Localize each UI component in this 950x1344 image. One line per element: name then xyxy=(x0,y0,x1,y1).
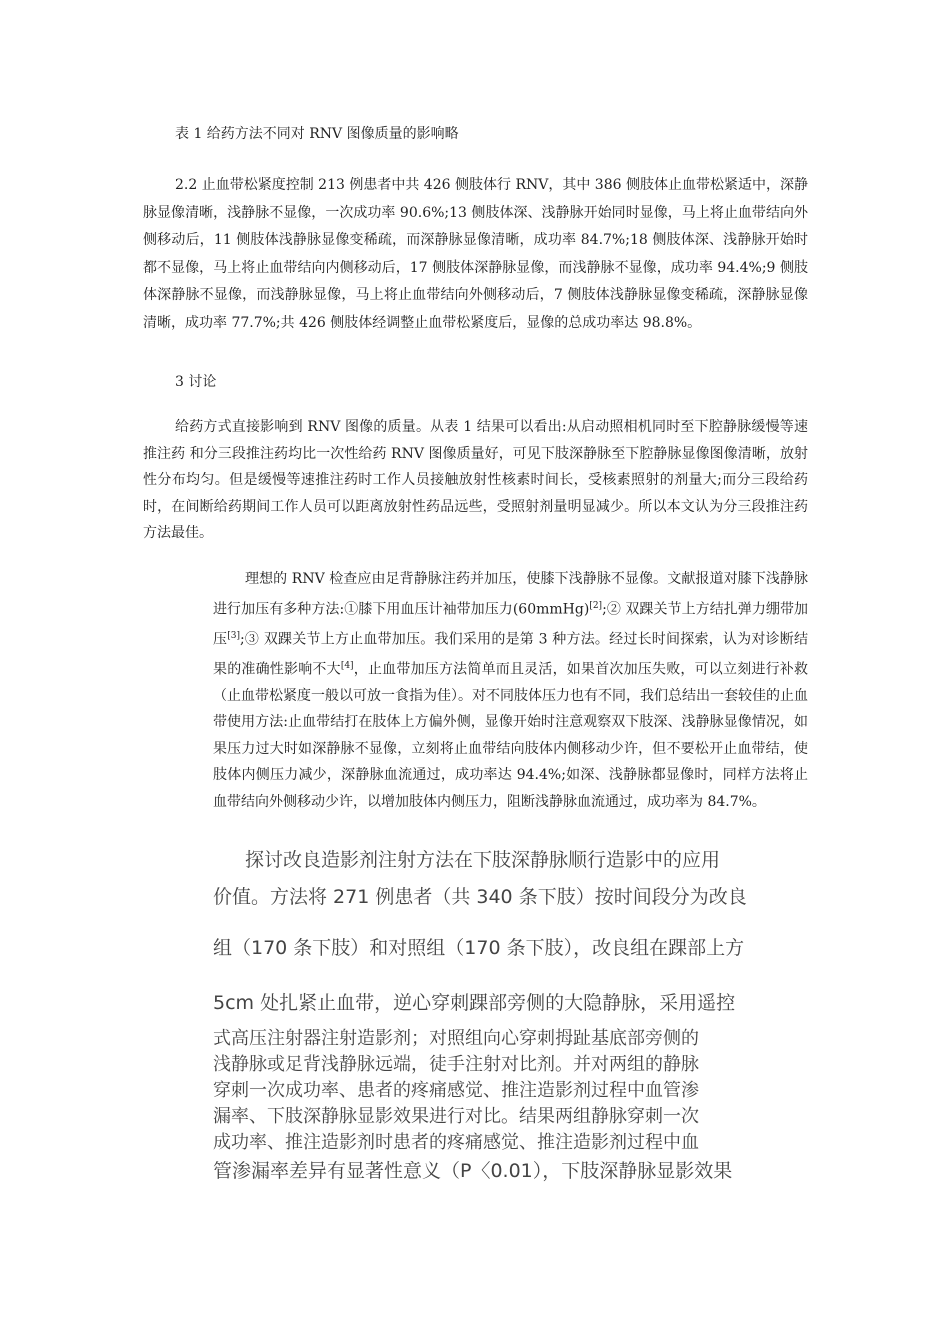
abstract-line: 穿刺一次成功率、患者的疼痛感觉、推注造影剂过程中血管渗 xyxy=(213,1080,699,1101)
abstract-line: 组（170 条下肢）和对照组（170 条下肢），改良组在踝部上方 xyxy=(213,937,745,959)
citation-ref: [3] xyxy=(227,630,240,641)
citation-ref: [4] xyxy=(340,660,354,671)
section-3-heading: 3 讨论 xyxy=(175,374,217,390)
abstract-line: 成功率、推注造影剂时患者的疼痛感觉、推注造影剂过程中血 xyxy=(213,1132,699,1153)
citation-ref: [2] xyxy=(589,600,603,611)
table-caption: 表 1 给药方法不同对 RNV 图像质量的影响略 xyxy=(175,126,459,142)
abstract-line: 探讨改良造影剂注射方法在下肢深静脉顺行造影中的应用 xyxy=(245,849,721,871)
rnv-method-paragraph xyxy=(213,566,808,815)
section-2-2-paragraph: 2.2 止血带松紧度控制 213 例患者中共 426 侧肢体行 RNV，其中 386 侧肢体止血带松紧适中，深静脉显像清晰，浅静脉不显像，一次成功率 90.6%;13 侧肢体深、浅静脉开始同时显像，马上将止血带结向外侧移动后，11 侧肢体浅静脉显像变稀疏，而深静脉显像清晰，成功率 84.7%;18 侧肢体深、浅静脉开始时都不显像，马上将止血带结向内侧移动后，17 侧肢体深静脉显像，而浅静脉不显像，成功率 94.4%;9 侧肢体深静脉不显像，而浅静脉显像，马上将止血带结向外侧移动后，7 侧肢体浅静脉显像变稀疏，深静脉显像清晰，成功率 77.7%;共 426 侧肢体经调整止血带松紧度后，显像的总成功率达 98.8%。 xyxy=(143,177,808,331)
abstract-line: 式高压注射器注射造影剂；对照组向心穿刺拇趾基底部旁侧的 xyxy=(213,1028,699,1049)
discussion-paragraph: 给药方式直接影响到 RNV 图像的质量。从表 1 结果可以看出:从启动照相机同时至下腔静脉缓慢等速推注药 和分三段推注药均比一次性给药 RNV 图像质量好，可见下肢深静脉至下腔静脉显像图像清晰，放射性分布均匀。但是缓慢等速推注药时工作人员接触放射性核素时间长，受核素照射的剂量大;而分三段给药时，在间断给药期间工作人员可以距离放射性药品远些，受照射剂量明显减少。所以本文认为分三段推注药方法最佳。 xyxy=(143,419,808,541)
abstract-line: 浅静脉或足背浅静脉远端，徒手注射对比剂。并对两组的静脉 xyxy=(213,1054,699,1075)
abstract-line: 管渗漏率差异有显著性意义（P〈0.01），下肢深静脉显影效果 xyxy=(213,1160,733,1182)
abstract-line: 价值。方法将 271 例患者（共 340 条下肢）按时间段分为改良 xyxy=(213,886,747,908)
abstract-line: 5cm 处扎紧止血带，逆心穿刺踝部旁侧的大隐静脉，采用遥控 xyxy=(213,992,736,1014)
abstract-line: 漏率、下肢深静脉显影效果进行对比。结果两组静脉穿刺一次 xyxy=(213,1106,699,1127)
rnv-text-4: ，止血带加压方法简单而且灵活，如果首次加压失败，可以立刻进行补救（止血带松紧度一般以可放一食指为佳）。对不同肢体压力也有不同，我们总结出一套较佳的止血带使用方法:止血带结打在肢体上方偏外侧，显像开始时注意观察双下肢深、浅静脉显像情况，如果压力过大时如深静脉不显像，立刻将止血带结向肢体内侧移动少许，但不要松开止血带结，使肢体内侧压力减少，深静脉血流通过，成功率达 94.4%;如深、浅静脉都显像时，同样方法将止血带结向外侧移动少许，以增加肢体内侧压力，阻断浅静脉血流通过，成功率为 84.7%。 xyxy=(213,661,808,810)
rnv-text-2: ;② 双踝关节上方结扎弹力绷带加压 xyxy=(213,601,808,648)
rnv-text-1: 理想的 RNV 检查应由足背静脉注药并加压，使膝下浅静脉不显像。文献报道对膝下浅静脉进行加压有多种方法:①膝下用血压计袖带加压力(60mmHg) xyxy=(213,571,808,618)
rnv-text-3: ;③ 双踝关节上方止血带加压。我们采用的是第 3 种方法。经过长时间探索，认为对诊断结果的准确性影响不大 xyxy=(213,631,809,678)
